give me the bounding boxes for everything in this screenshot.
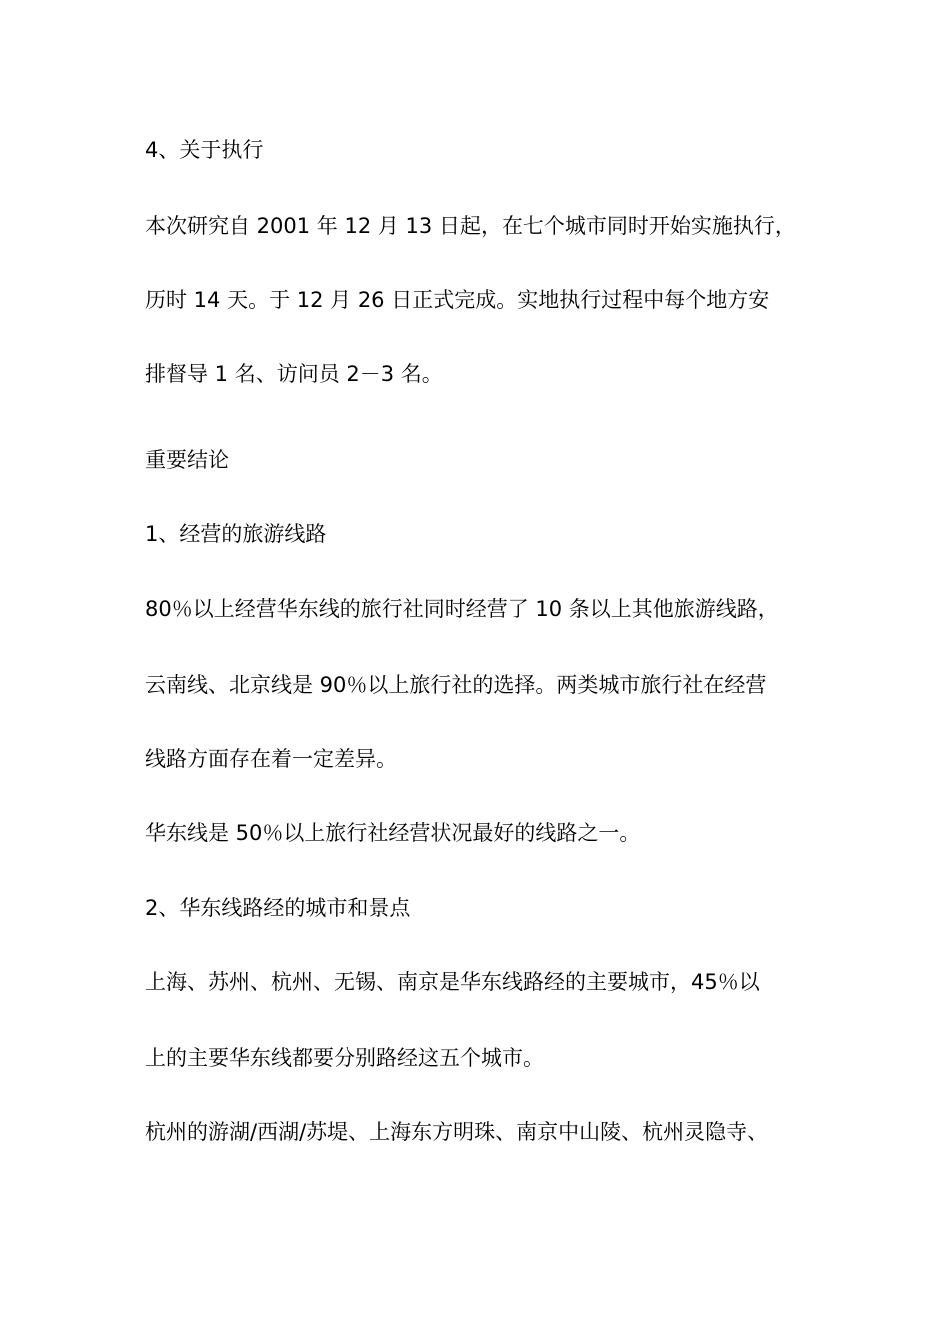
paragraph-line: 杭州的游湖/西湖/苏堤、上海东方明珠、南京中山陵、杭州灵隐寺、: [145, 1120, 769, 1144]
paragraph-line: 本次研究自 2001 年 12 月 13 日起，在七个城市同时开始实施执行，: [145, 214, 796, 238]
subsection-heading-routes: 1、经营的旅游线路: [145, 522, 327, 546]
paragraph-line: 排督导 1 名、访问员 2－3 名。: [145, 362, 443, 386]
paragraph-line: 上的主要华东线都要分别路经这五个城市。: [145, 1046, 544, 1070]
section-heading-key-conclusions: 重要结论: [145, 448, 229, 472]
paragraph-line: 历时 14 天。于 12 月 26 日正式完成。实地执行过程中每个地方安: [145, 288, 770, 312]
paragraph-line: 上海、苏州、杭州、无锡、南京是华东线路经的主要城市，45％以: [145, 970, 760, 994]
paragraph-line: 华东线是 50％以上旅行社经营状况最好的线路之一。: [145, 821, 641, 845]
paragraph-line: 80％以上经营华东线的旅行社同时经营了 10 条以上其他旅游线路，: [145, 597, 779, 621]
paragraph-line: 云南线、北京线是 90％以上旅行社的选择。两类城市旅行社在经营: [145, 673, 767, 697]
section-heading-execution: 4、关于执行: [145, 138, 264, 162]
subsection-heading-cities-attractions: 2、华东线路经的城市和景点: [145, 896, 411, 920]
paragraph-line: 线路方面存在着一定差异。: [145, 747, 397, 771]
